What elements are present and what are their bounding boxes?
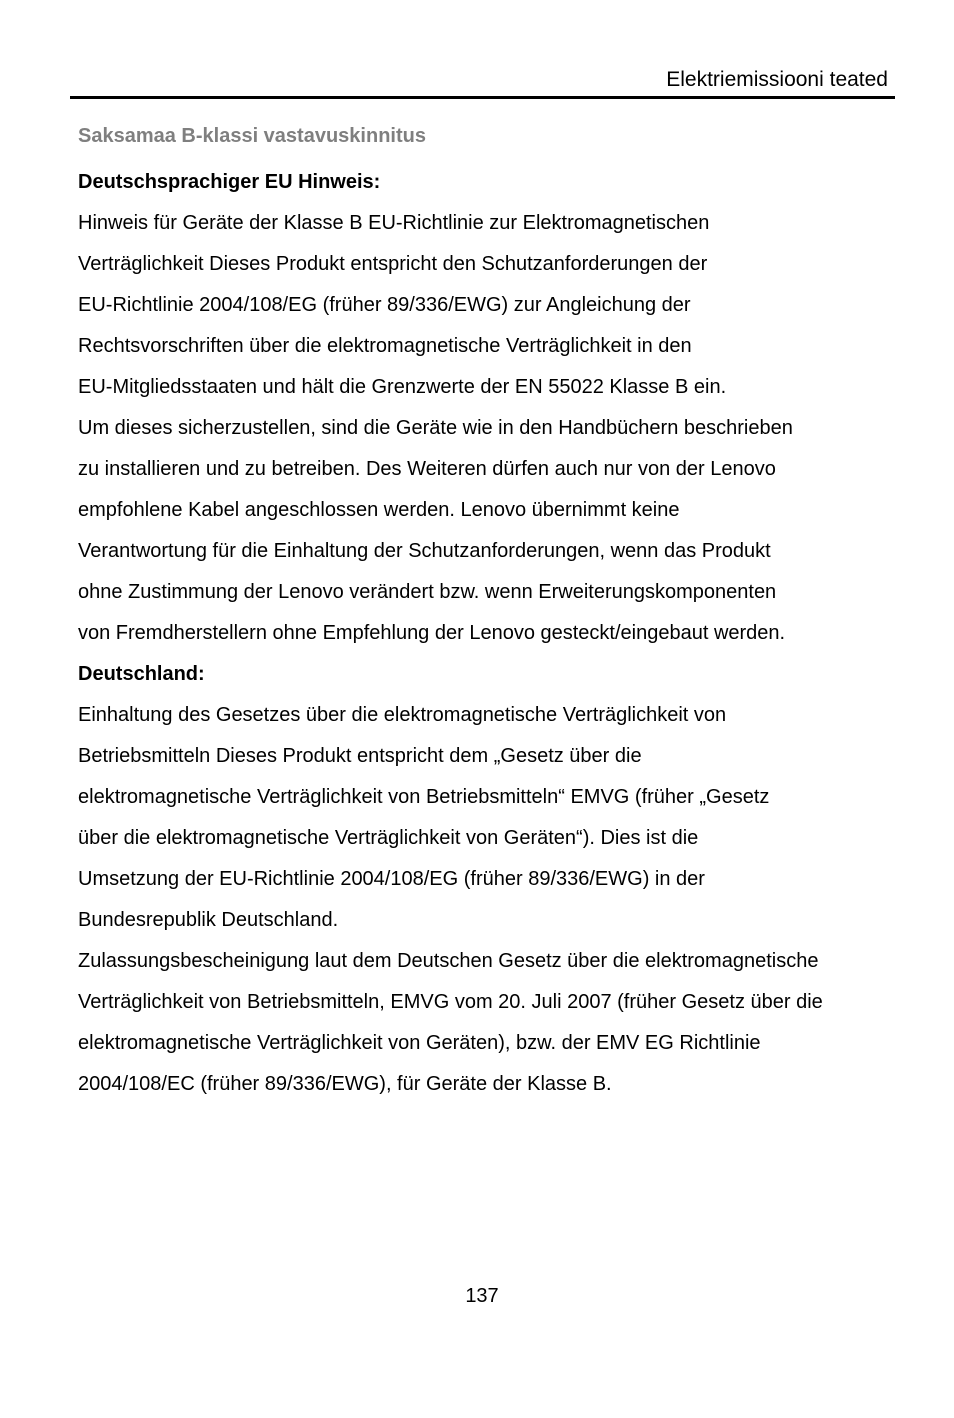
germany-body: [78, 695, 908, 1105]
section-heading: Saksamaa B-klassi vastavuskinnitus: [78, 125, 426, 147]
germany-line: 2004/108/EC (früher 89/336/EWG), für Geräte der Klasse B.: [78, 1073, 612, 1095]
eu-notice-line: Hinweis für Geräte der Klasse B EU-Richtlinie zur Elektromagnetischen: [78, 212, 710, 234]
eu-notice-line: EU-Richtlinie 2004/108/EG (früher 89/336/EWG) zur Angleichung der: [78, 294, 691, 316]
eu-notice-line: Verträglichkeit Dieses Produkt entspricht den Schutzanforderungen der: [78, 253, 708, 275]
germany-line: Verträglichkeit von Betriebsmitteln, EMVG vom 20. Juli 2007 (früher Gesetz über die: [78, 991, 823, 1013]
eu-notice-line: zu installieren und zu betreiben. Des Weiteren dürfen auch nur von der Lenovo: [78, 458, 776, 480]
eu-notice-line: Um dieses sicherzustellen, sind die Geräte wie in den Handbüchern beschrieben: [78, 417, 793, 439]
page-number: 137: [465, 1285, 499, 1307]
page-content: [78, 118, 908, 1105]
eu-notice-body: [78, 203, 908, 654]
header-rule: [70, 96, 895, 99]
germany-line: Betriebsmitteln Dieses Produkt entspricht dem „Gesetz über die: [78, 745, 642, 767]
eu-notice-line: ohne Zustimmung der Lenovo verändert bzw. wenn Erweiterungskomponenten: [78, 581, 777, 603]
germany-heading: Deutschland:: [78, 663, 205, 685]
germany-line: elektromagnetische Verträglichkeit von Betriebsmitteln“ EMVG (früher „Gesetz: [78, 786, 770, 808]
germany-line: Einhaltung des Gesetzes über die elektromagnetische Verträglichkeit von: [78, 704, 727, 726]
germany-line: über die elektromagnetische Verträglichkeit von Geräten“). Dies ist die: [78, 827, 699, 849]
eu-notice-line: Rechtsvorschriften über die elektromagnetische Verträglichkeit in den: [78, 335, 692, 357]
eu-notice-line: empfohlene Kabel angeschlossen werden. Lenovo übernimmt keine: [78, 499, 680, 521]
eu-notice-heading: Deutschsprachiger EU Hinweis:: [78, 171, 381, 193]
germany-line: elektromagnetische Verträglichkeit von Geräten), bzw. der EMV EG Richtlinie: [78, 1032, 761, 1054]
germany-line: Zulassungsbescheinigung laut dem Deutschen Gesetz über die elektromagnetische: [78, 950, 819, 972]
eu-notice-line: von Fremdherstellern ohne Empfehlung der Lenovo gesteckt/eingebaut werden.: [78, 622, 786, 644]
running-header-title: Elektriemissiooni teated: [666, 68, 888, 91]
eu-notice-line: Verantwortung für die Einhaltung der Schutzanforderungen, wenn das Produkt: [78, 540, 771, 562]
eu-notice-line: EU-Mitgliedsstaaten und hält die Grenzwerte der EN 55022 Klasse B ein.: [78, 376, 727, 398]
germany-line: Bundesrepublik Deutschland.: [78, 909, 339, 931]
germany-line: Umsetzung der EU-Richtlinie 2004/108/EG (früher 89/336/EWG) in der: [78, 868, 705, 890]
